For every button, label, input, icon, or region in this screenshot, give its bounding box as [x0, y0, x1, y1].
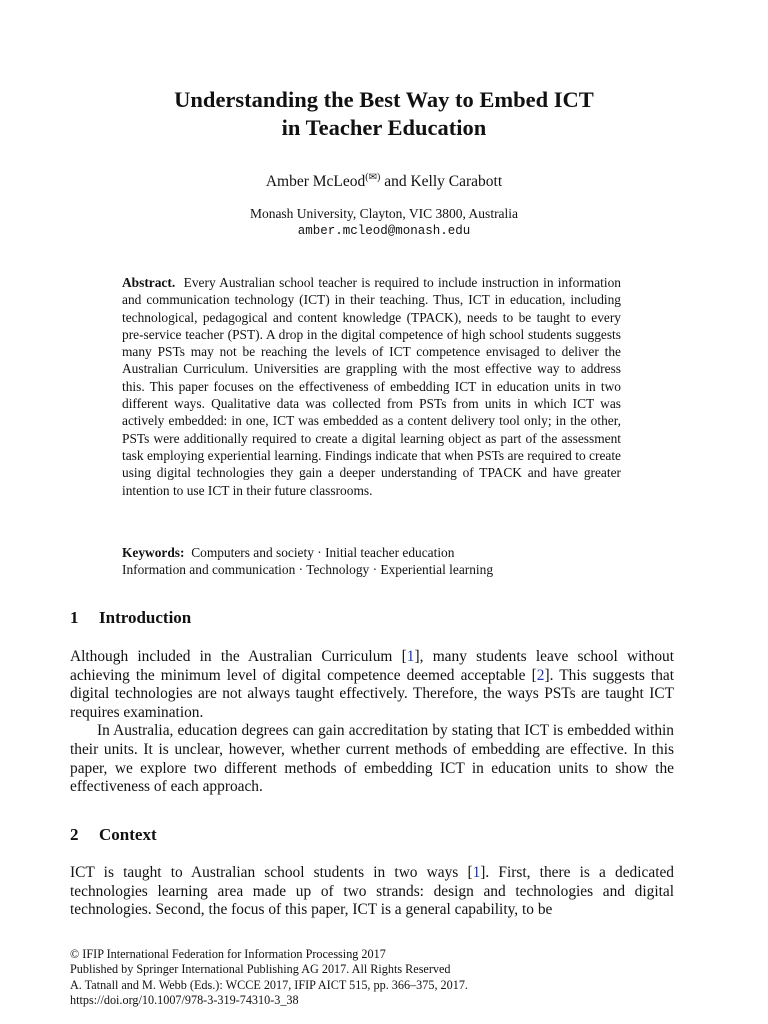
section-number: 2	[70, 825, 79, 844]
section-heading-introduction	[70, 608, 191, 628]
footer-copyright: © IFIP International Federation for Information Processing 2017	[70, 947, 386, 961]
section-heading-context	[70, 825, 157, 845]
paragraph: ICT is taught to Australian school students in two ways [1]. First, there is a dedicated technologies learning area made up of two strands: design and technologies and digital technologies. Second, the focus of this paper, ICT is a general capability, to be	[70, 864, 674, 919]
citation-link[interactable]: 2	[536, 666, 545, 684]
keywords	[122, 544, 621, 579]
keywords-label: Keywords:	[122, 545, 185, 560]
section-body-introduction	[70, 648, 674, 797]
title-line-1: Understanding the Best Way to Embed ICT	[174, 87, 594, 112]
author-email: amber.mcleod@monash.edu	[297, 224, 471, 238]
abstract-text: Every Australian school teacher is required to include instruction in information and communication technology (ICT) in their teaching. Thus, ICT in education, including technological, pedagogical and content knowledge (TPACK), needs to be taught to every pre-service teacher (PST). A drop in the digital competence of high school students suggests many PSTs may not be reaching the levels of ICT competence envisaged to deliver the Australian Curriculum. Universities are grappling with the most effective way to address this. This paper focuses on the effectiveness of embedding ICT in education units in two different ways. Qualitative data was collected from PSTs from units in which ICT was actively embedded: in one, ICT was embedded as a content delivery tool only; in the other, PSTs were additionally required to create a digital learning object as part of the assessment task employing experiential learning. Findings indicate that when PSTs are required to create using digital technologies they gain a deeper understanding of TPACK and have greater intention to use ICT in their future classrooms.	[122, 275, 621, 498]
abstract-label: Abstract.	[122, 275, 176, 290]
footer-publisher: Published by Springer International Publishing AG 2017. All Rights Reserved	[70, 962, 451, 977]
author-list	[0, 172, 768, 191]
citation-link[interactable]: 1	[472, 864, 481, 881]
paragraph: In Australia, education degrees can gain accreditation by stating that ICT is embedded within their units. It is unclear, however, whether current methods of embedding are effective. In this paper, we explore two different methods of embedding ICT in education units to show the effectiveness of each approach.	[70, 722, 674, 796]
paragraph: Although included in the Australian Curriculum [1], many students leave school without achieving the minimum level of digital competence deemed acceptable [2]. This suggests that digital technologies are not always taught effectively. Therefore, the ways PSTs are taught ICT requires examination.	[70, 648, 675, 721]
citation-link[interactable]: 1	[406, 648, 415, 665]
author-name: Kelly Carabott	[410, 173, 503, 190]
keywords-line-2: Information and communication · Technology · Experiential learning	[122, 562, 494, 578]
section-title: Introduction	[99, 608, 192, 627]
abstract	[122, 274, 621, 499]
author-connector: and	[380, 173, 411, 190]
section-number: 1	[70, 608, 79, 627]
footer-doi[interactable]: https://doi.org/10.1007/978-3-319-74310-3_38	[70, 993, 299, 1008]
author-name: Amber McLeod	[265, 173, 366, 190]
title-line-2: in Teacher Education	[281, 115, 487, 140]
copyright-footer	[70, 947, 690, 1009]
section-body-context	[70, 864, 674, 920]
paper-title	[0, 86, 768, 142]
keywords-line-1: Computers and society · Initial teacher education	[191, 545, 455, 560]
section-title: Context	[99, 825, 157, 844]
envelope-icon: (✉)	[365, 172, 381, 183]
affiliation: Monash University, Clayton, VIC 3800, Australia	[249, 206, 519, 221]
footer-citation: A. Tatnall and M. Webb (Eds.): WCCE 2017, IFIP AICT 515, pp. 366–375, 2017.	[70, 977, 468, 992]
